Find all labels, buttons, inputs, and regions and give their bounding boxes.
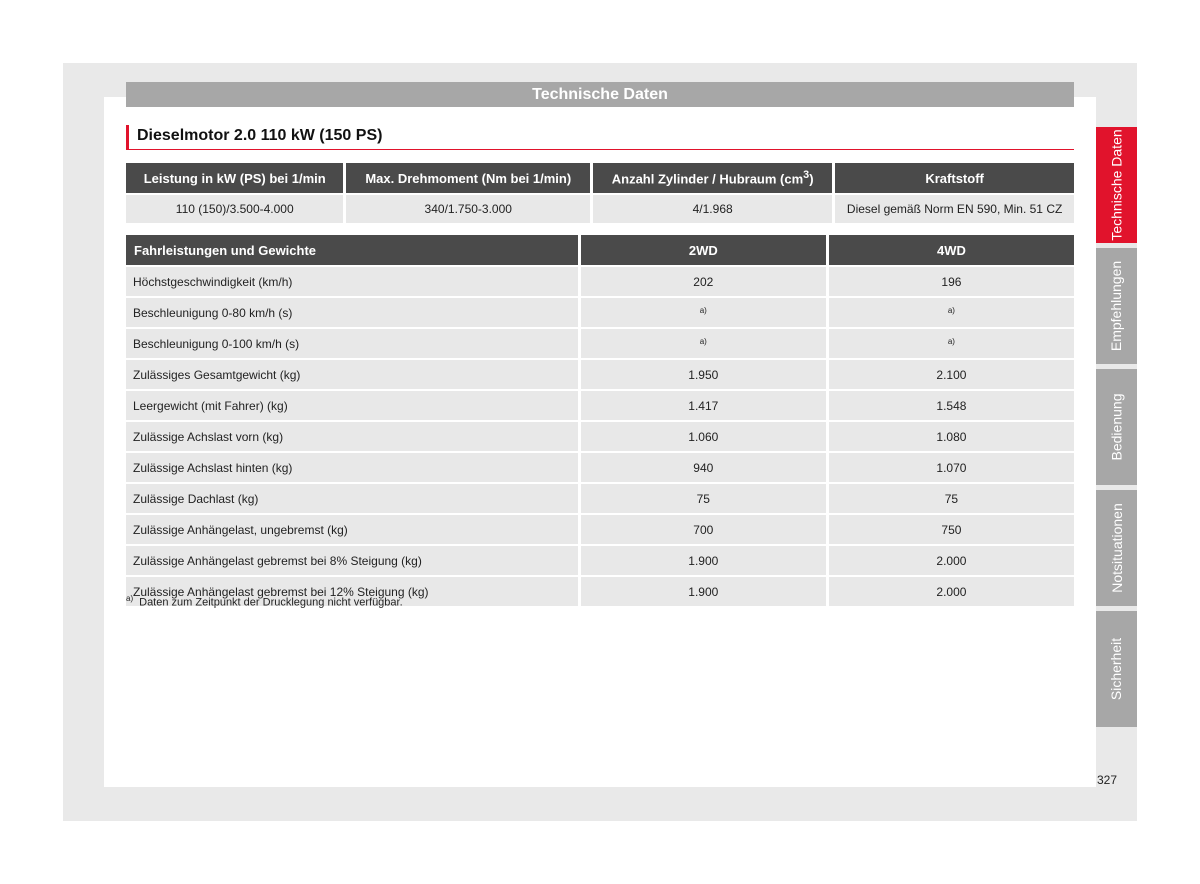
engine-table-row (126, 195, 1074, 223)
tab-label: Sicherheit (1108, 637, 1125, 701)
table-row (126, 453, 1074, 482)
row-value-2wd: 1.900 (581, 577, 826, 606)
engine-header-torque: Max. Drehmoment (Nm bei 1/min) (346, 163, 590, 193)
footnote (126, 594, 403, 609)
row-value-2wd: 1.417 (581, 391, 826, 420)
row-label: Zulässige Dachlast (kg) (126, 484, 578, 513)
row-label: Höchstgeschwindigkeit (km/h) (126, 267, 578, 296)
row-value-2wd: 75 (581, 484, 826, 513)
footnote-text: Daten zum Zeitpunkt der Drucklegung nicht verfügbar. (139, 596, 403, 609)
row-value-2wd: 1.900 (581, 546, 826, 575)
tab-label: Technische Daten (1108, 129, 1125, 241)
tab-bedienung[interactable] (1096, 369, 1137, 485)
performance-header-2wd: 2WD (581, 235, 826, 265)
row-label: Zulässige Anhängelast gebremst bei 8% Steigung (kg) (126, 546, 578, 575)
tab-technische-daten[interactable] (1096, 127, 1137, 243)
row-value-2wd (581, 298, 826, 327)
tab-label: Notsituationen (1108, 503, 1125, 593)
row-value-4wd: 2.000 (829, 577, 1074, 606)
section-title: Dieselmotor 2.0 110 kW (150 PS) (126, 125, 1074, 150)
performance-table-header-row (126, 235, 1074, 265)
row-value-4wd: 1.070 (829, 453, 1074, 482)
tab-notsituationen[interactable] (1096, 490, 1137, 606)
performance-table (123, 233, 1077, 608)
row-value-4wd: 2.100 (829, 360, 1074, 389)
row-value-4wd: 1.080 (829, 422, 1074, 451)
table-row (126, 515, 1074, 544)
footnote-ref: a) (947, 336, 955, 346)
page-number: 327 (1097, 773, 1118, 787)
row-label: Zulässiges Gesamtgewicht (kg) (126, 360, 578, 389)
engine-header-cylinders-text: Anzahl Zylinder / Hubraum (cm (611, 171, 804, 187)
performance-header-label: Fahrleistungen und Gewichte (126, 235, 578, 265)
tab-sicherheit[interactable] (1096, 611, 1137, 727)
row-value-4wd: 2.000 (829, 546, 1074, 575)
row-value-2wd: 1.060 (581, 422, 826, 451)
table-row (126, 329, 1074, 358)
footnote-ref: a) (699, 305, 707, 315)
engine-header-power: Leistung in kW (PS) bei 1/min (126, 163, 343, 193)
row-label: Leergewicht (mit Fahrer) (kg) (126, 391, 578, 420)
engine-cylinders-value: 4/1.968 (593, 195, 832, 223)
row-value-2wd: 940 (581, 453, 826, 482)
row-value-4wd: 196 (829, 267, 1074, 296)
row-value-2wd (581, 329, 826, 358)
row-value-4wd: 750 (829, 515, 1074, 544)
engine-torque-value: 340/1.750-3.000 (346, 195, 590, 223)
footnote-ref: a) (947, 305, 955, 315)
row-label: Beschleunigung 0-80 km/h (s) (126, 298, 578, 327)
row-label: Zulässige Anhängelast, ungebremst (kg) (126, 515, 578, 544)
table-row (126, 267, 1074, 296)
row-label: Beschleunigung 0-100 km/h (s) (126, 329, 578, 358)
tab-label: Empfehlungen (1108, 260, 1125, 352)
table-row (126, 546, 1074, 575)
table-row (126, 422, 1074, 451)
engine-table-header-row (126, 163, 1074, 193)
row-label: Zulässige Anhängelast gebremst bei 12% Steigung (kg) (126, 577, 578, 606)
footnote-ref: a) (699, 336, 707, 346)
table-row (126, 484, 1074, 513)
row-value-4wd: 1.548 (829, 391, 1074, 420)
tab-label: Bedienung (1108, 393, 1125, 461)
row-value-2wd: 202 (581, 267, 826, 296)
row-value-4wd (829, 329, 1074, 358)
row-value-2wd: 1.950 (581, 360, 826, 389)
page-header: Technische Daten (126, 82, 1074, 107)
engine-power-value: 110 (150)/3.500-4.000 (126, 195, 343, 223)
row-value-4wd: 75 (829, 484, 1074, 513)
table-row (126, 298, 1074, 327)
row-label: Zulässige Achslast hinten (kg) (126, 453, 578, 482)
table-row (126, 391, 1074, 420)
performance-header-4wd: 4WD (829, 235, 1074, 265)
row-value-2wd: 700 (581, 515, 826, 544)
footnote-marker: a) (126, 594, 134, 603)
row-label: Zulässige Achslast vorn (kg) (126, 422, 578, 451)
engine-header-cylinders-close: ) (809, 171, 814, 187)
table-row (126, 360, 1074, 389)
engine-header-cylinders-sup: 3 (803, 169, 810, 182)
engine-table (123, 161, 1077, 225)
tab-empfehlungen[interactable] (1096, 248, 1137, 364)
engine-header-fuel: Kraftstoff (835, 163, 1074, 193)
engine-fuel-value: Diesel gemäß Norm EN 590, Min. 51 CZ (835, 195, 1074, 223)
row-value-4wd (829, 298, 1074, 327)
engine-header-cylinders (593, 163, 832, 193)
